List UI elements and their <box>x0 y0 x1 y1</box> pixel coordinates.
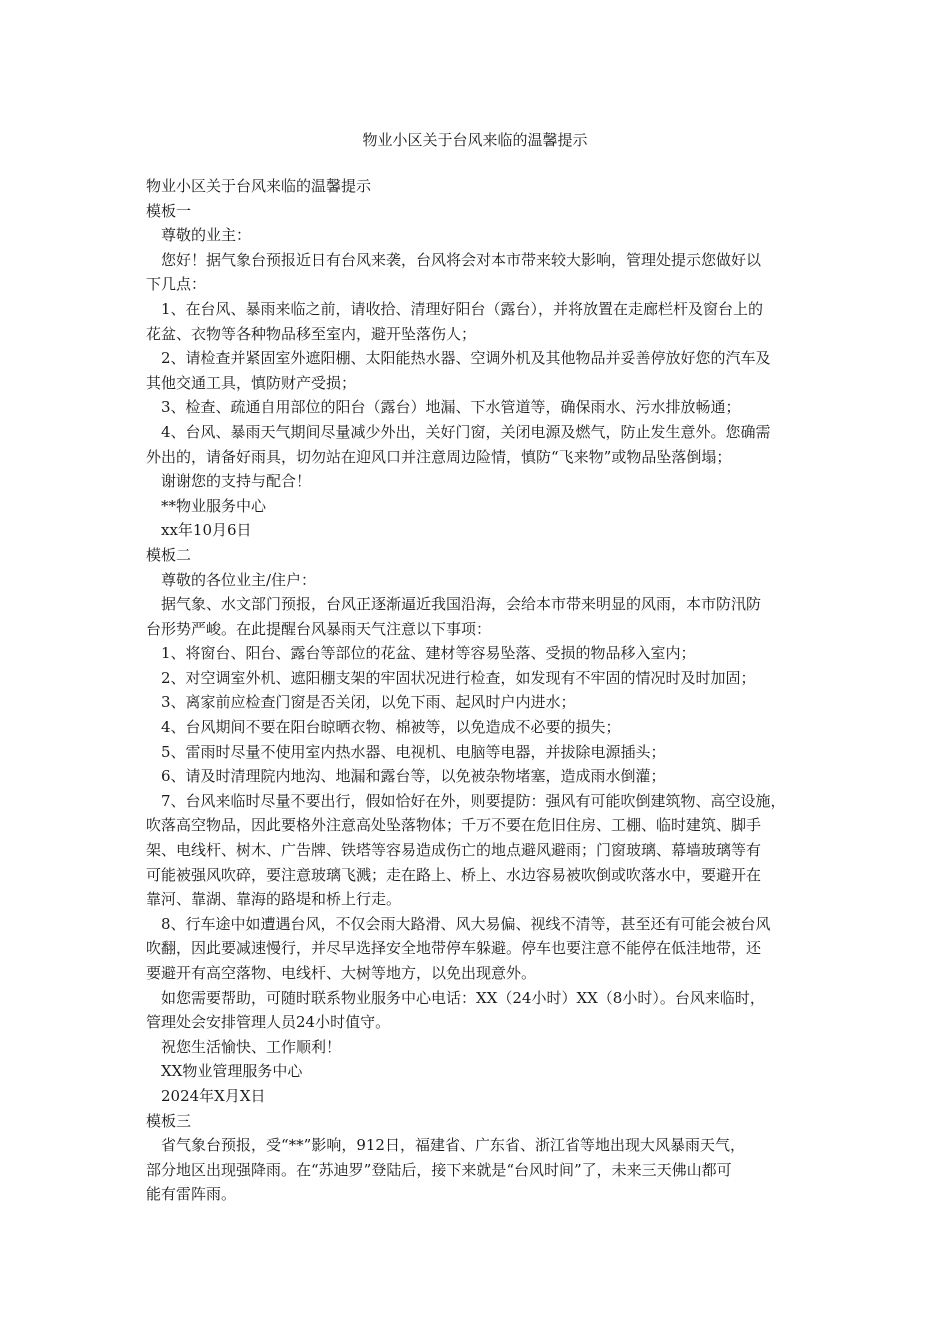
template1-line: 您好！据气象台预报近日有台风来袭，台风将会对本市带来较大影响，管理处提示您做好以 <box>161 250 762 269</box>
template1-line: 其他交通工具，慎防财产受损； <box>146 373 357 392</box>
template1-line: xx年10月6日 <box>161 521 252 540</box>
template1-line: 下几点： <box>146 275 207 294</box>
document-title: 物业小区关于台风来临的温馨提示 <box>362 131 588 149</box>
template2-line: 尊敬的各位业主/住户： <box>161 570 317 589</box>
template2-label: 模板二 <box>146 545 192 564</box>
template3-label: 模板三 <box>146 1111 192 1130</box>
template2-line: 台形势严峻。在此提醒台风暴雨天气注意以下事项： <box>146 619 492 638</box>
template2-line: 如您需要帮助，可随时联系物业服务中心电话：XX（24小时）XX（8小时）。台风来临时， <box>161 988 765 1007</box>
template2-line: 吹落高空物品，因此要格外注意高处坠落物体；千万不要在危旧住房、工棚、临时建筑、脚手 <box>146 816 762 835</box>
template1-line: 1、在台风、暴雨来临之前，请收拾、清理好阳台（露台），并将放置在走廊栏杆及窗台上的 <box>161 299 764 318</box>
template3-line: 部分地区出现强降雨。在“苏迪罗”登陆后，接下来就是“台风时间”了，未来三天佛山都可 <box>146 1160 732 1179</box>
document-body <box>146 174 826 1207</box>
template2-line: 架、电线杆、树木、广告牌、铁塔等容易造成伤亡的地点避风避雨；门窗玻璃、幕墙玻璃等有 <box>146 841 762 860</box>
template1-line: 尊敬的业主： <box>161 226 252 245</box>
template2-line: XX物业管理服务中心 <box>161 1062 303 1081</box>
template1-line: 3、检查、疏通自用部位的阳台（露台）地漏、下水管道等，确保雨水、污水排放畅通； <box>161 398 741 417</box>
document-heading: 物业小区关于台风来临的温馨提示 <box>146 177 372 195</box>
template1-line: 花盆、衣物等各种物品移至室内，避开坠落伤人； <box>146 324 477 343</box>
template2-line: 3、离家前应检查门窗是否关闭，以免下雨、起风时户内进水； <box>161 693 576 712</box>
template1-label: 模板一 <box>146 201 192 220</box>
template1-line: 2、请检查并紧固室外遮阳棚、太阳能热水器、空调外机及其他物品并妥善停放好您的汽车及 <box>161 349 771 368</box>
template1-line: 4、台风、暴雨天气期间尽量减少外出，关好门窗，关闭电源及燃气，防止发生意外。您确需 <box>161 422 771 441</box>
template2-line: 吹翻，因此要减速慢行，并尽早选择安全地带停车躲避。停车也要注意不能停在低洼地带，还 <box>146 939 762 958</box>
template1-line: **物业服务中心 <box>161 496 267 515</box>
template2-line: 7、台风来临时尽量不要出行，假如恰好在外，则要提防：强风有可能吹倒建筑物、高空设施， <box>161 791 786 810</box>
template2-line: 2024年X月X日 <box>161 1086 266 1105</box>
template2-line: 祝您生活愉快、工作顺利！ <box>161 1037 342 1056</box>
template2-line: 要避开有高空落物、电线杆、大树等地方，以免出现意外。 <box>146 964 537 982</box>
template3-line: 省气象台预报，受“**”影响，912日，福建省、广东省、浙江省等地出现大风暴雨天气， <box>161 1136 745 1155</box>
template2-line: 8、行车途中如遭遇台风，不仅会雨大路滑、风大易偏、视线不清等，甚至还有可能会被台风 <box>161 914 771 933</box>
template2-line: 管理处会安排管理人员24小时值守。 <box>146 1013 391 1032</box>
template1-line: 谢谢您的支持与配合！ <box>161 472 312 491</box>
template2-line: 靠河、靠湖、靠海的路堤和桥上行走。 <box>146 890 402 909</box>
template2-line: 6、请及时清理院内地沟、地漏和露台等，以免被杂物堵塞，造成雨水倒灌； <box>161 767 666 786</box>
template2-line: 可能被强风吹碎，要注意玻璃飞溅；走在路上、桥上、水边容易被吹倒或吹落水中，要避开在 <box>146 865 762 884</box>
template3-line: 能有雷阵雨。 <box>146 1185 237 1204</box>
template2-line: 2、对空调室外机、遮阳棚支架的牢固状况进行检查，如发现有不牢固的情况时及时加固； <box>161 668 756 687</box>
template1-line: 外出的，请备好雨具，切勿站在迎风口并注意周边险情，慎防“飞来物”或物品坠落倒塌； <box>146 447 732 466</box>
template2-line: 据气象、水文部门预报，台风正逐渐逼近我国沿海，会给本市带来明显的风雨，本市防汛防 <box>161 595 762 614</box>
template2-line: 1、将窗台、阳台、露台等部位的花盆、建材等容易坠落、受损的物品移入室内； <box>161 644 696 663</box>
template2-line: 4、台风期间不要在阳台晾晒衣物、棉被等，以免造成不必要的损失； <box>161 718 621 737</box>
template2-line: 5、雷雨时尽量不使用室内热水器、电视机、电脑等电器，并拔除电源插头； <box>161 742 666 761</box>
